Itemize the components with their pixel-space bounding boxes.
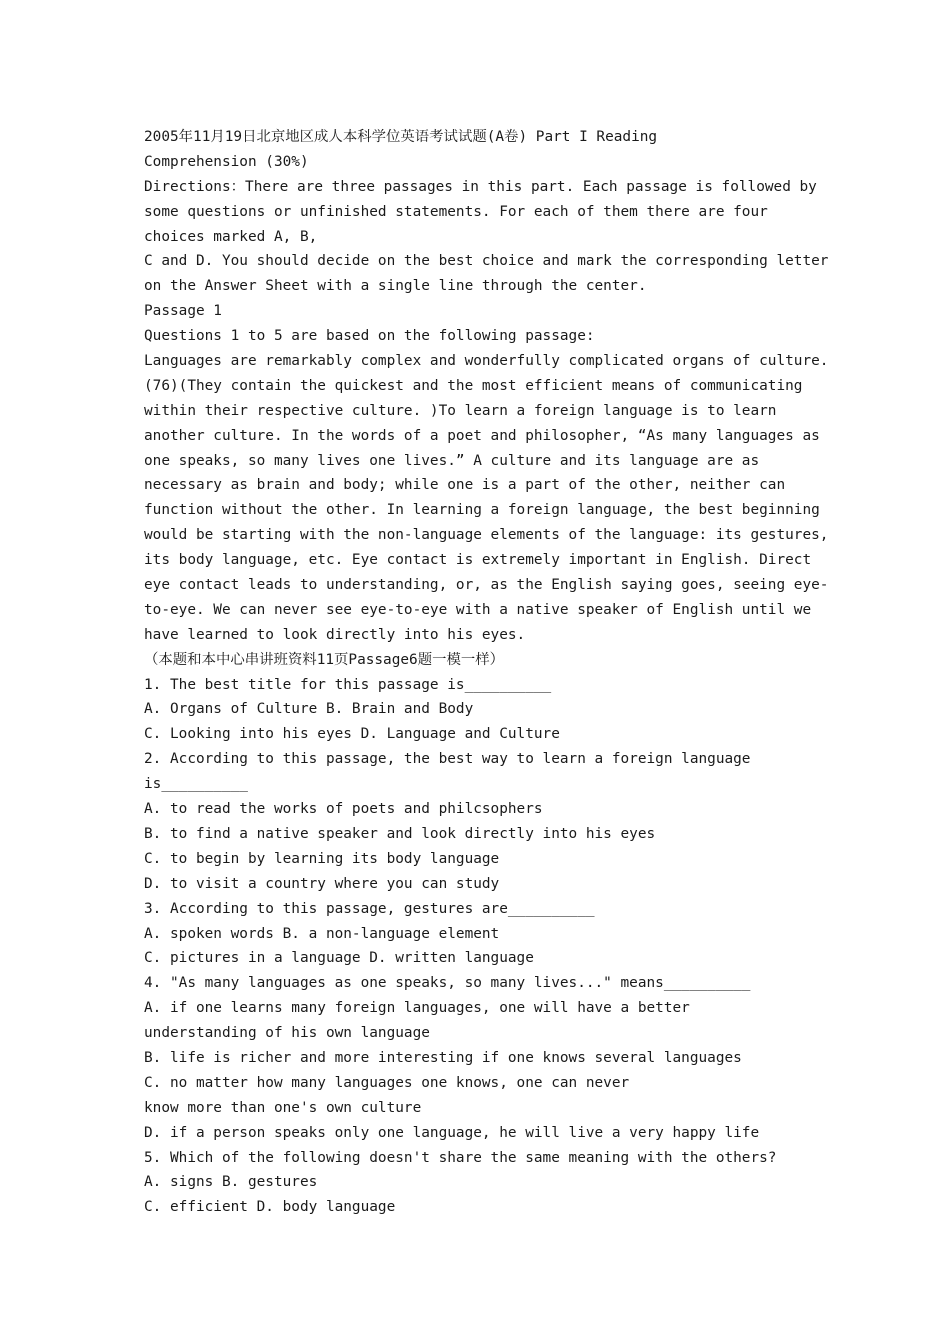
question-2-option-a: A. to read the works of poets and philcsophers [144, 801, 543, 818]
passage-text-line: its body language, etc. Eye contact is extremely important in English. Direct [144, 552, 812, 569]
question-2: 2. According to this passage, the best way to learn a foreign language [144, 751, 751, 768]
question-2-option-c: C. to begin by learning its body language [144, 850, 500, 867]
question-3: 3. According to this passage, gestures are__________ [144, 900, 595, 917]
question-4-option-c: C. no matter how many languages one knows, one can never [144, 1074, 630, 1091]
question-2-option-b: B. to find a native speaker and look directly into his eyes [144, 825, 656, 842]
passage-text-line: (76)(They contain the quickest and the most efficient means of communicating [144, 377, 803, 394]
passage-text-line: one speaks, so many lives one lives.” A culture and its language are as [144, 452, 760, 469]
question-5-options: C. efficient D. body language [144, 1199, 396, 1216]
passage-text-line: function without the other. In learning a foreign language, the best beginning [144, 502, 820, 519]
passage-intro: Questions 1 to 5 are based on the following passage: [144, 328, 595, 345]
passage-text-line: Languages are remarkably complex and wonderfully complicated organs of culture. [144, 353, 829, 370]
question-4-option-a: A. if one learns many foreign languages, one will have a better [144, 1000, 690, 1017]
passage-text-line: necessary as brain and body; while one is a part of the other, neither can [144, 477, 786, 494]
question-5-options: A. signs B. gestures [144, 1174, 318, 1191]
directions-line: Directions：There are three passages in this part. Each passage is followed by [144, 178, 817, 195]
note-line: （本题和本中心串讲班资料11页Passage6题一模一样） [144, 651, 505, 668]
question-4-option-a: understanding of his own language [144, 1025, 430, 1042]
question-2: is__________ [144, 776, 248, 793]
directions-line: choices marked A, B, [144, 228, 318, 245]
question-4-option-c: know more than one's own culture [144, 1099, 422, 1116]
directions-line: on the Answer Sheet with a single line through the center. [144, 278, 647, 295]
passage-text-line: eye contact leads to understanding, or, as the English saying goes, seeing eye- [144, 577, 829, 594]
passage-text-line: another culture. In the words of a poet and philosopher, “As many languages as [144, 427, 820, 444]
question-3-options: A. spoken words B. a non-language element [144, 925, 500, 942]
passage-text-line: within their respective culture. )To learn a foreign language is to learn [144, 402, 777, 419]
question-1-options: C. Looking into his eyes D. Language and Culture [144, 726, 560, 743]
document-page [144, 125, 829, 1220]
question-4-option-d: D. if a person speaks only one language, he will live a very happy life [144, 1124, 760, 1141]
question-1-options: A. Organs of Culture B. Brain and Body [144, 701, 474, 718]
passage-heading: Passage 1 [144, 303, 222, 320]
directions-line: some questions or unfinished statements. For each of them there are four [144, 203, 768, 220]
directions-line: C and D. You should decide on the best choice and mark the corresponding letter [144, 253, 829, 270]
section-title-line: Comprehension (30%) [144, 153, 309, 170]
question-4: 4. "As many languages as one speaks, so many lives..." means__________ [144, 975, 751, 992]
passage-text-line: have learned to look directly into his eyes. [144, 626, 526, 643]
passage-text-line: would be starting with the non-language elements of the language: its gestures, [144, 527, 829, 544]
passage-text-line: to-eye. We can never see eye-to-eye with a native speaker of English until we [144, 601, 812, 618]
question-4-option-b: B. life is richer and more interesting if one knows several languages [144, 1049, 742, 1066]
question-5: 5. Which of the following doesn't share the same meaning with the others? [144, 1149, 777, 1166]
question-1: 1. The best title for this passage is__________ [144, 676, 552, 693]
question-3-options: C. pictures in a language D. written language [144, 950, 534, 967]
exam-title-line: 2005年11月19日北京地区成人本科学位英语考试试题(A卷) Part I Reading [144, 129, 658, 145]
question-2-option-d: D. to visit a country where you can study [144, 875, 500, 892]
